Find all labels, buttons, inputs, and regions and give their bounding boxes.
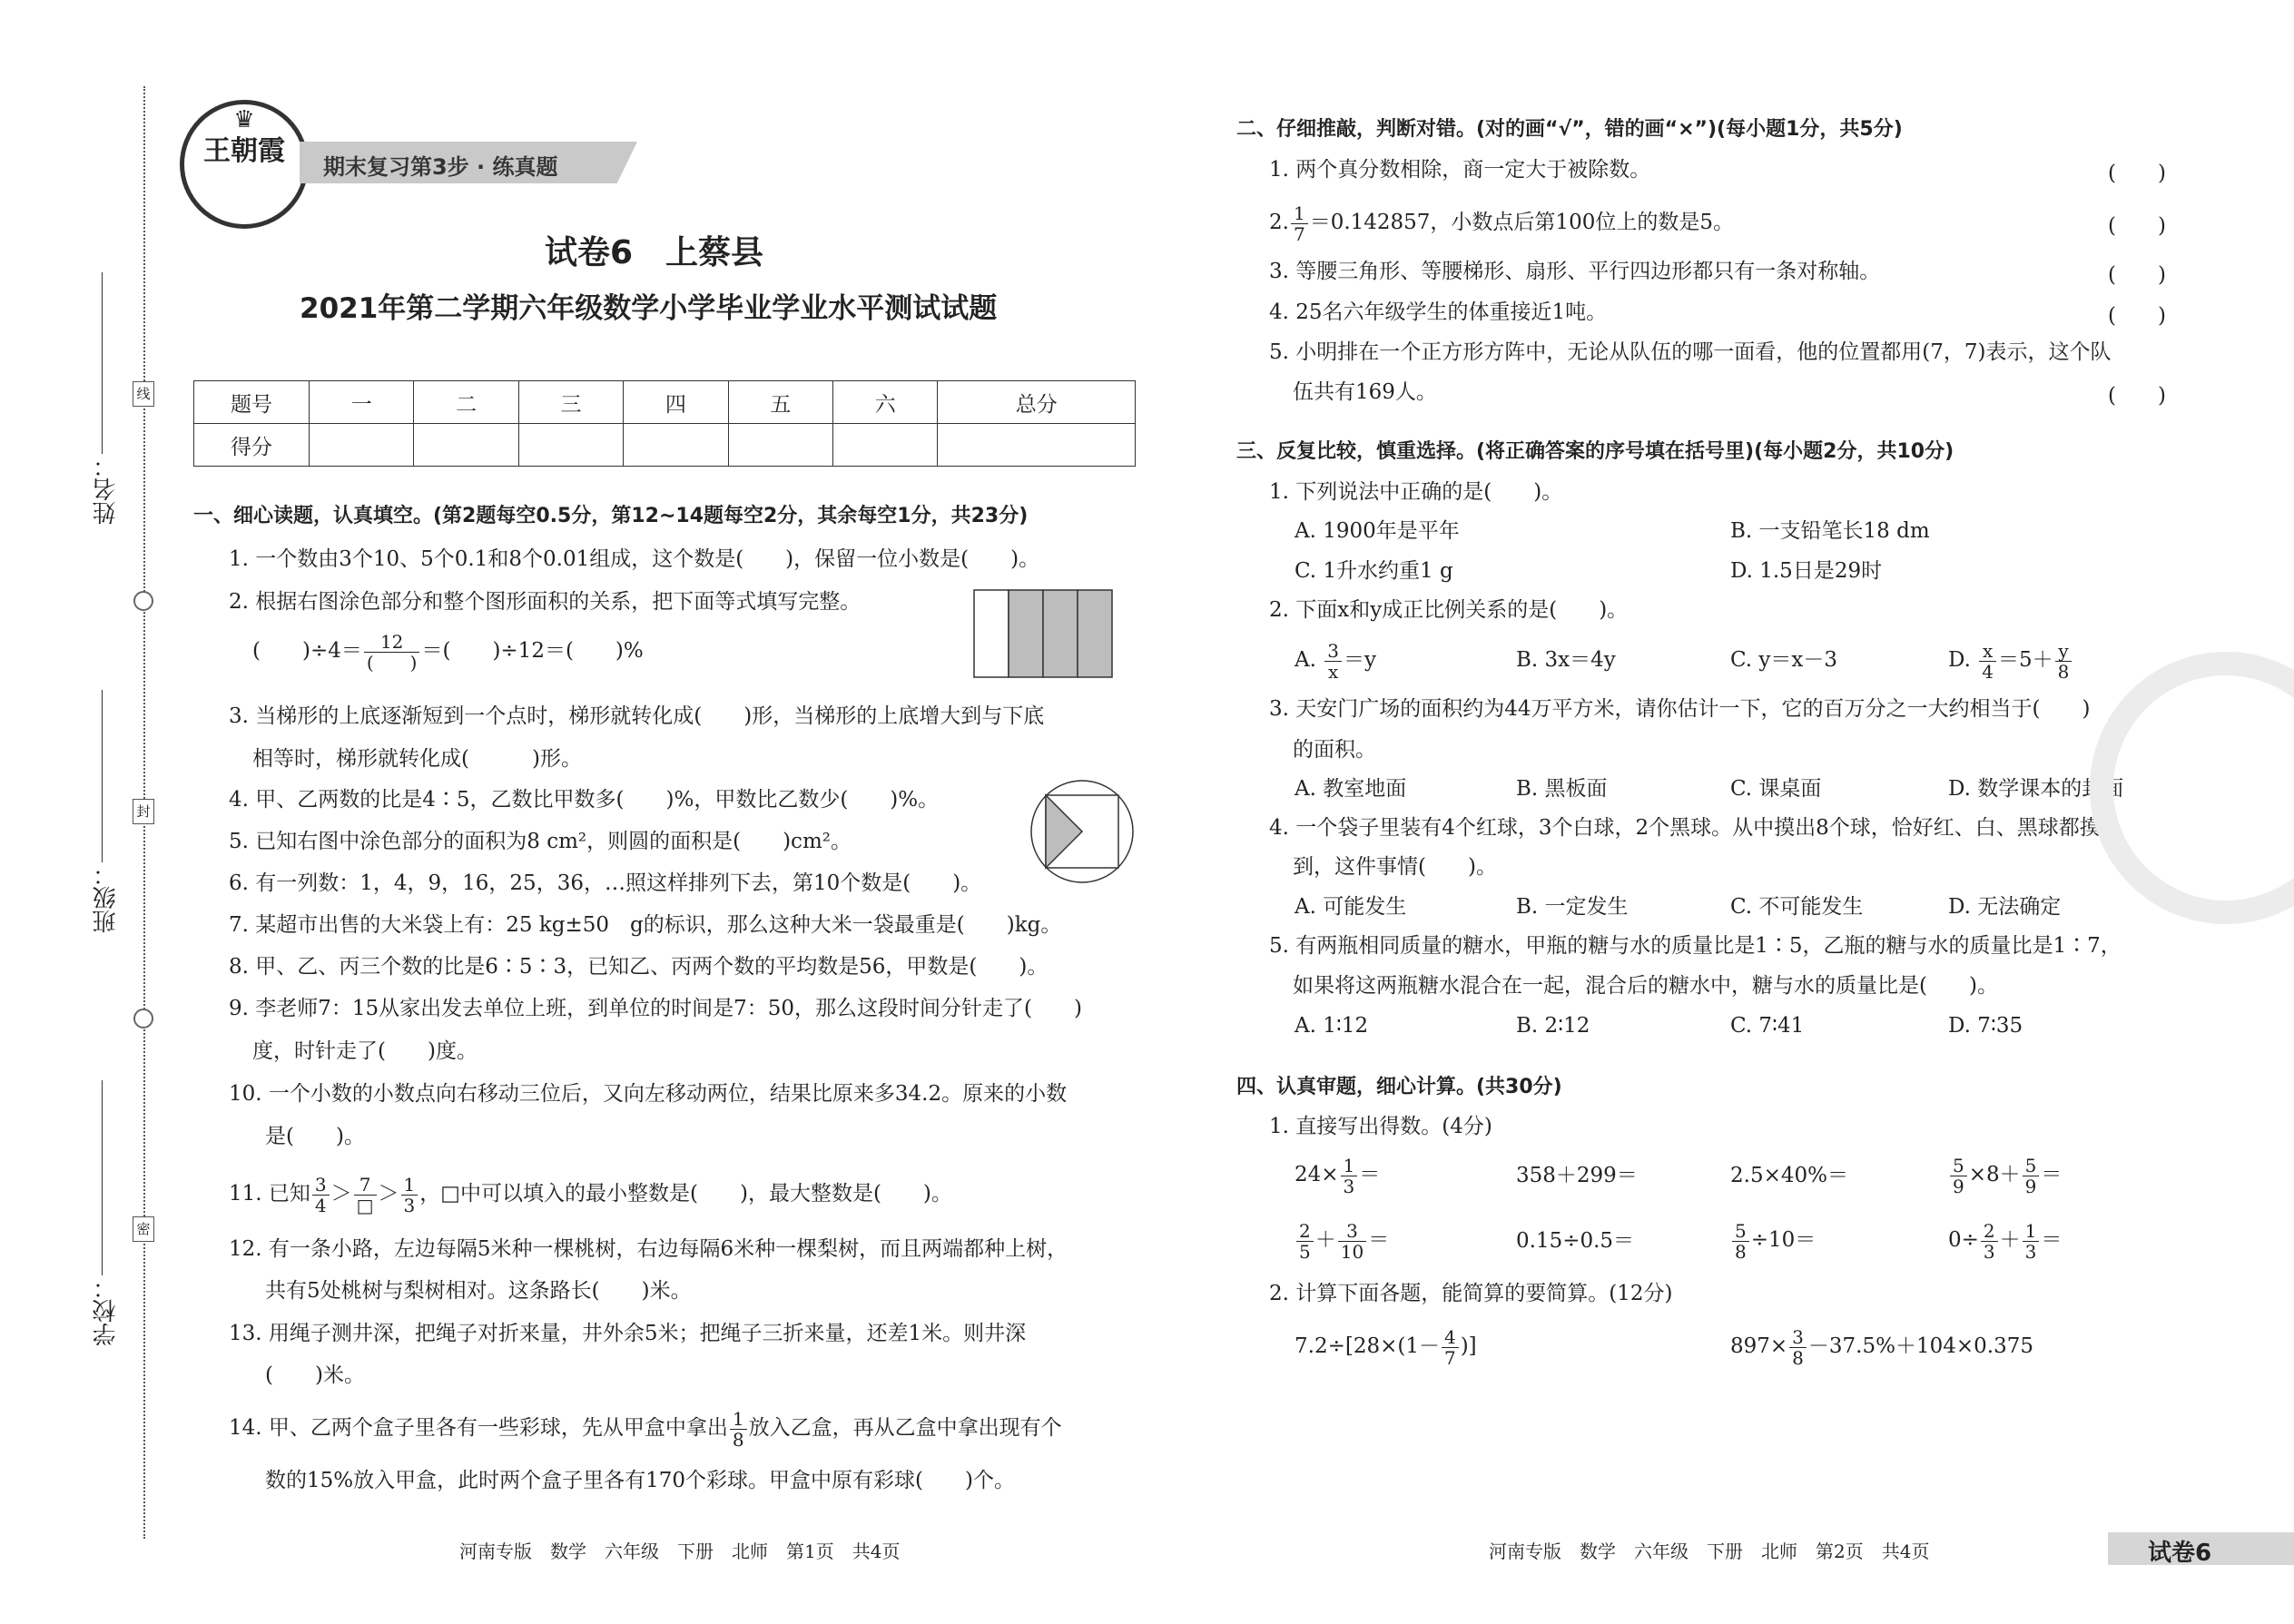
watermark-stamp bbox=[2090, 652, 2294, 924]
score-row-header bbox=[194, 381, 1136, 424]
score-input-cell[interactable] bbox=[624, 424, 728, 467]
score-cell: 一 bbox=[310, 381, 414, 424]
s3-q2-option-d[interactable]: D. $\frac{x}{4}$ ＝5＋ $\frac{y}{8}$ bbox=[1948, 635, 2073, 684]
s1-q5: 5. 已知右图中涂色部分的面积为8 cm²，则圆的面积是( )cm²。 bbox=[229, 830, 852, 853]
s2-answer-paren[interactable]: ( ) bbox=[2108, 214, 2166, 238]
q11-fraction: $\frac{1}{3}$ bbox=[401, 1175, 418, 1216]
s1-q2-equation bbox=[252, 628, 644, 674]
q2-fraction: $\frac{12}{( )}$ bbox=[364, 632, 420, 673]
footer-tag: 试卷6 bbox=[2148, 1540, 2212, 1567]
s2-q2: 2. $\frac{1}{7}$ ＝0.142857，小数点后第100位上的数是5。 bbox=[1269, 202, 1734, 245]
s1-q8: 8. 甲、乙、丙三个数的比是6∶5∶3，已知乙、丙两个数的平均数是56，甲数是( )。 bbox=[229, 955, 1049, 979]
calc-item: 24× $\frac{1}{3}$ ＝ bbox=[1295, 1154, 1381, 1197]
score-cell: 五 bbox=[728, 381, 832, 424]
s1-q14b: 数的15%放入甲盒，此时两个盒子里各有170个彩球。甲盒中原有彩球( )个。 bbox=[265, 1469, 1015, 1492]
score-input-cell[interactable] bbox=[518, 424, 623, 467]
banner-text: 期末复习第3步 · 练真题 bbox=[323, 154, 558, 180]
q2-shaded-rectangle-figure bbox=[973, 589, 1113, 678]
s3-q2: 2. 下面x和y成正比例关系的是( )。 bbox=[1269, 598, 1629, 622]
score-cell: 题号 bbox=[194, 381, 310, 424]
s3-q1-option[interactable]: C. 1升水约重1 g bbox=[1295, 559, 1453, 583]
q14-fraction: $\frac{1}{8}$ bbox=[730, 1409, 747, 1450]
s2-answer-paren[interactable]: ( ) bbox=[2108, 384, 2166, 408]
footer-right: 河南专版 数学 六年级 下册 北师 第2页 共4页 bbox=[1489, 1540, 1930, 1562]
s2-answer-paren[interactable]: ( ) bbox=[2108, 162, 2166, 185]
binding-mark-mi: 密 bbox=[133, 1216, 154, 1242]
page-title: 试卷6 上蔡县 bbox=[545, 234, 764, 271]
s1-q10a: 10. 一个小数的小数点向右移动三位后，又向左移动两位，结果比原来多34.2。原来的小数 bbox=[229, 1082, 1068, 1106]
section2-title: 二、仔细推敲，判断对错。(对的画“√”，错的画“×”)(每小题1分，共5分) bbox=[1236, 118, 1903, 141]
calc-item: 0÷ $\frac{2}{3}$ ＋ $\frac{1}{3}$ ＝ bbox=[1948, 1219, 2063, 1263]
s3-q5b: 如果将这两瓶糖水混合在一起，混合后的糖水中，糖与水的质量比是( )。 bbox=[1293, 974, 1998, 998]
expr-item: 897× $\frac{3}{8}$ －37.5%＋104×0.375 bbox=[1730, 1325, 2033, 1369]
s3-q5-option[interactable]: D. 7∶35 bbox=[1948, 1014, 2023, 1038]
s3-q3-option[interactable]: B. 黑板面 bbox=[1516, 777, 1608, 801]
s3-q5-option[interactable]: A. 1∶12 bbox=[1295, 1014, 1369, 1038]
q11-fraction: $\frac{7}{□}$ bbox=[354, 1175, 377, 1216]
s2-q4: 4. 25名六年级学生的体重接近1吨。 bbox=[1269, 300, 1608, 324]
s1-q7: 7. 某超市出售的大米袋上有：25 kg±50 g的标识，那么这种大米一袋最重是( )kg。 bbox=[229, 913, 1062, 937]
s3-q4-option[interactable]: B. 一定发生 bbox=[1516, 895, 1629, 919]
calc-item: $\frac{2}{5}$ ＋ $\frac{3}{10}$ ＝ bbox=[1295, 1215, 1389, 1265]
s2-q5b: 伍共有169人。 bbox=[1293, 380, 1437, 404]
s1-q3a: 3. 当梯形的上底逐渐短到一个点时，梯形就转化成( )形，当梯形的上底增大到与下底 bbox=[229, 704, 1045, 728]
s1-q10b: 是( )。 bbox=[265, 1125, 365, 1148]
s3-q5a: 5. 有两瓶相同质量的糖水，甲瓶的糖与水的质量比是1∶5，乙瓶的糖与水的质量比是1∶7， bbox=[1269, 934, 2122, 958]
school-underline bbox=[102, 1080, 103, 1275]
s3-q5-option[interactable]: B. 2∶12 bbox=[1516, 1014, 1590, 1038]
score-cell: 六 bbox=[833, 381, 938, 424]
s3-q1: 1. 下列说法中正确的是( )。 bbox=[1269, 480, 1563, 504]
s2-answer-paren[interactable]: ( ) bbox=[2108, 304, 2166, 328]
section4-title: 四、认真审题，细心计算。(共30分) bbox=[1236, 1076, 1562, 1098]
s2-q1: 1. 两个真分数相除，商一定大于被除数。 bbox=[1269, 158, 1651, 182]
s1-q3b: 相等时，梯形就转化成( )形。 bbox=[252, 747, 582, 771]
s3-q3-option[interactable]: D. 数学课本的封面 bbox=[1948, 777, 2124, 801]
s3-q2-option-c[interactable]: C. y＝x－3 bbox=[1730, 648, 1837, 672]
calc-item: $\frac{5}{9}$ ×8＋ $\frac{5}{9}$ ＝ bbox=[1948, 1149, 2062, 1200]
page-subtitle: 2021年第二学期六年级数学小学毕业学业水平测试试题 bbox=[300, 292, 998, 325]
s2-q5a: 5. 小明排在一个正方形方阵中，无论从队伍的哪一面看，他的位置都用(7，7)表示，这个队 bbox=[1269, 340, 2112, 364]
s1-q2: 2. 根据右图涂色部分和整个图形面积的关系，把下面等式填写完整。 bbox=[229, 590, 861, 614]
score-input-cell[interactable] bbox=[310, 424, 414, 467]
binding-mark-feng: 封 bbox=[133, 799, 154, 824]
s3-q1-option[interactable]: B. 一支铅笔长18 dm bbox=[1730, 519, 1930, 543]
s3-q4-option[interactable]: A. 可能发生 bbox=[1295, 895, 1407, 919]
q11-fraction: $\frac{3}{4}$ bbox=[312, 1175, 330, 1216]
s1-q9a: 9. 李老师7：15从家出发去单位上班，到单位的时间是7：50，那么这段时间分针走了( ) bbox=[229, 997, 1083, 1020]
s4-q1: 1. 直接写出得数。(4分) bbox=[1269, 1115, 1492, 1138]
s3-q3b: 的面积。 bbox=[1293, 738, 1376, 762]
school-label: 学校： bbox=[93, 1275, 120, 1346]
calc-item: 2.5×40%＝ bbox=[1730, 1164, 1848, 1187]
s2-q2-fraction: $\frac{1}{7}$ bbox=[1291, 203, 1308, 244]
calc-item: $\frac{5}{8}$ ÷10＝ bbox=[1730, 1215, 1816, 1265]
brand-name: 王朝霞 bbox=[203, 135, 285, 167]
score-cell: 得分 bbox=[194, 424, 310, 467]
s3-q4-option[interactable]: D. 无法确定 bbox=[1948, 895, 2062, 919]
s1-q1: 1. 一个数由3个10、5个0.1和8个0.01组成，这个数是( )，保留一位小数是( )。 bbox=[229, 547, 1040, 571]
name-label: 姓名： bbox=[93, 454, 120, 525]
s3-q4b: 到，这件事情( )。 bbox=[1293, 855, 1497, 879]
class-underline bbox=[102, 690, 103, 862]
score-input-cell[interactable] bbox=[728, 424, 832, 467]
brand-crown-icon: ♛ bbox=[233, 106, 255, 133]
binding-ring-icon bbox=[133, 591, 153, 611]
s1-q13b: ( )米。 bbox=[265, 1363, 365, 1387]
s2-q3: 3. 等腰三角形、等腰梯形、扇形、平行四边形都只有一条对称轴。 bbox=[1269, 260, 1881, 283]
calc-item: 358＋299＝ bbox=[1516, 1164, 1638, 1187]
score-cell: 三 bbox=[518, 381, 623, 424]
s1-q6: 6. 有一列数：1，4，9，16，25，36，…照这样排列下去，第10个数是( )。 bbox=[229, 871, 982, 895]
section3-title: 三、反复比较，慎重选择。(将正确答案的序号填在括号里)(每小题2分，共10分) bbox=[1236, 440, 1954, 463]
s3-q1-option[interactable]: D. 1.5日是29时 bbox=[1730, 559, 1883, 583]
s3-q4a: 4. 一个袋子里装有4个红球，3个白球，2个黑球。从中摸出8个球，恰好红、白、黑球都摸 bbox=[1269, 816, 2101, 840]
score-table bbox=[193, 380, 1136, 467]
name-underline bbox=[102, 272, 103, 454]
s3-q5-option[interactable]: C. 7∶41 bbox=[1730, 1014, 1805, 1038]
brand-logo bbox=[180, 100, 309, 229]
class-label: 班级： bbox=[93, 862, 120, 933]
s3-q4-option[interactable]: C. 不可能发生 bbox=[1730, 895, 1864, 919]
s2-answer-paren[interactable]: ( ) bbox=[2108, 263, 2166, 287]
s1-q12b: 共有5处桃树与梨树相对。这条路长( )米。 bbox=[265, 1279, 692, 1303]
s1-q9b: 度，时针走了( )度。 bbox=[252, 1039, 478, 1063]
q2-eq-a: ( )÷4＝ bbox=[252, 639, 362, 663]
s3-q2-option-a[interactable]: A. $\frac{3}{x}$ ＝y bbox=[1295, 639, 1376, 683]
score-cell: 二 bbox=[414, 381, 518, 424]
s3-q3-option[interactable]: A. 教室地面 bbox=[1295, 777, 1407, 801]
score-row-values bbox=[194, 424, 1136, 467]
calc-item: 0.15÷0.5＝ bbox=[1516, 1229, 1635, 1253]
score-input-cell[interactable] bbox=[833, 424, 938, 467]
s3-q3a: 3. 天安门广场的面积约为44万平方米，请你估计一下，它的百万分之一大约相当于( ) bbox=[1269, 697, 2091, 721]
q5-circle-square-figure bbox=[1028, 777, 1137, 886]
s1-q4: 4. 甲、乙两数的比是4∶5，乙数比甲数多( )%，甲数比乙数少( )%。 bbox=[229, 788, 940, 812]
binding-ring-icon bbox=[133, 1009, 153, 1029]
s3-q3-option[interactable]: C. 课桌面 bbox=[1730, 777, 1822, 801]
expr-item: 7.2÷[28×(1－ $\frac{4}{7}$ )] bbox=[1295, 1325, 1477, 1369]
s1-q12a: 12. 有一条小路，左边每隔5米种一棵桃树，右边每隔6米种一棵梨树，而且两端都种上树， bbox=[229, 1237, 1068, 1261]
s3-q1-option[interactable]: A. 1900年是平年 bbox=[1295, 519, 1460, 543]
s1-q13a: 13. 用绳子测井深，把绳子对折来量，井外余5米；把绳子三折来量，还差1米。则井深 bbox=[229, 1322, 1027, 1345]
footer-left: 河南专版 数学 六年级 下册 北师 第1页 共4页 bbox=[459, 1540, 901, 1562]
s1-q14a: 14. 甲、乙两个盒子里各有一些彩球，先从甲盒中拿出 $\frac{1}{8}$ 放入乙盒，再从乙盒中拿出现有个 bbox=[229, 1407, 1062, 1451]
score-cell: 四 bbox=[624, 381, 728, 424]
section1-title: 一、细心读题，认真填空。(第2题每空0.5分，第12~14题每空2分，其余每空1分，共23分) bbox=[193, 505, 1029, 527]
binding-mark-xian: 线 bbox=[133, 381, 154, 407]
s1-q11: 11. 已知 $\frac{3}{4}$ ＞ $\frac{7}{□}$ ＞ $\frac{1}{3}$ ，□中可以填入的最小整数是( )，最大整数是( )。 bbox=[229, 1173, 952, 1216]
score-cell: 总分 bbox=[938, 381, 1136, 424]
q2-eq-b: ＝( )÷12＝( )% bbox=[421, 639, 644, 663]
score-input-cell[interactable] bbox=[938, 424, 1136, 467]
s4-q2: 2. 计算下面各题，能简算的要简算。(12分) bbox=[1269, 1282, 1673, 1305]
s3-q2-option-b[interactable]: B. 3x＝4y bbox=[1516, 648, 1616, 672]
score-input-cell[interactable] bbox=[414, 424, 518, 467]
